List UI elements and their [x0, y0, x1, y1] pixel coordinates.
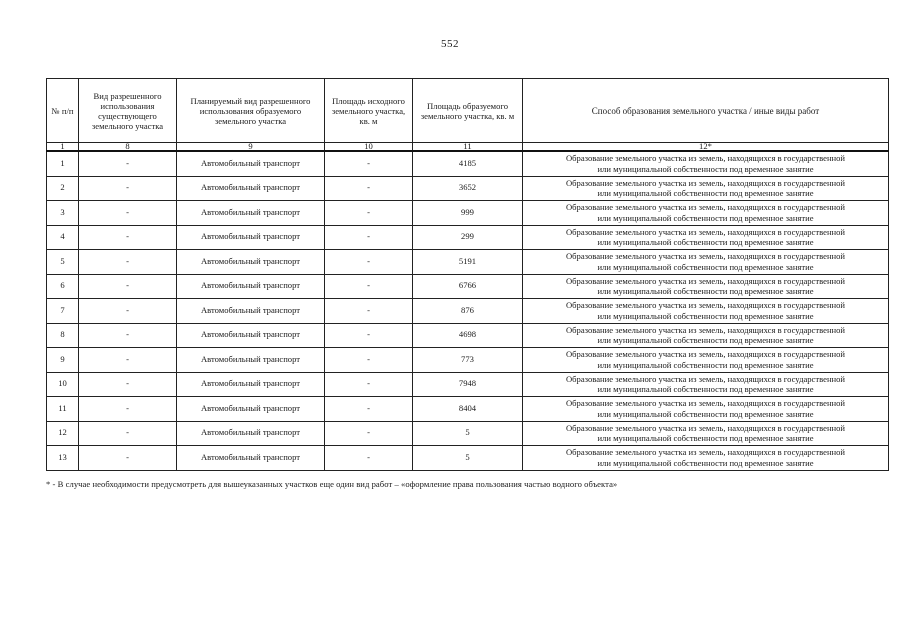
method-text-line: или муниципальной собственности под временное занятие	[597, 310, 814, 321]
column-number: 1	[47, 143, 79, 152]
method-text-line: Образование земельного участка из земель, находящихся в государственной	[565, 275, 846, 286]
method-text-line: Образование земельного участка из земель, находящихся в государственной	[565, 251, 846, 262]
method-cell	[523, 421, 889, 446]
row-number: 6	[47, 274, 79, 299]
method-cell	[523, 151, 889, 176]
planned-use-cell: Автомобильный транспорт	[177, 372, 325, 397]
row-number: 13	[47, 446, 79, 471]
column-number: 10	[325, 143, 413, 152]
formed-area-cell: 3652	[413, 176, 523, 201]
method-text-line: Образование земельного участка из земель, находящихся в государственной	[565, 324, 846, 335]
header-method: Способ образования земельного участка / иные виды работ	[523, 79, 889, 143]
existing-use-cell: -	[79, 250, 177, 275]
planned-use-cell: Автомобильный транспорт	[177, 250, 325, 275]
source-area-cell: -	[325, 348, 413, 373]
table-row	[47, 348, 889, 373]
planned-use-cell: Автомобильный транспорт	[177, 348, 325, 373]
table-row	[47, 274, 889, 299]
existing-use-cell: -	[79, 421, 177, 446]
table-row	[47, 299, 889, 324]
header-formed-area: Площадь образуемого земельного участка, кв. м	[413, 79, 523, 143]
row-number: 2	[47, 176, 79, 201]
row-number: 10	[47, 372, 79, 397]
column-number: 11	[413, 143, 523, 152]
row-number: 9	[47, 348, 79, 373]
method-text-line: или муниципальной собственности под временное занятие	[597, 335, 814, 346]
formed-area-cell: 4698	[413, 323, 523, 348]
source-area-cell: -	[325, 274, 413, 299]
method-text-line: или муниципальной собственности под временное занятие	[597, 237, 814, 248]
source-area-cell: -	[325, 250, 413, 275]
column-number: 8	[79, 143, 177, 152]
method-text-line: Образование земельного участка из земель, находящихся в государственной	[565, 447, 846, 458]
row-number: 11	[47, 397, 79, 422]
source-area-cell: -	[325, 397, 413, 422]
method-text-line: Образование земельного участка из земель, находящихся в государственной	[565, 373, 846, 384]
method-cell	[523, 250, 889, 275]
method-cell	[523, 348, 889, 373]
method-text-line: Образование земельного участка из земель, находящихся в государственной	[565, 177, 846, 188]
footnote: * - В случае необходимости предусмотреть для вышеуказанных участков еще один вид работ – «оформление права пользования частью водного объекта»	[46, 479, 618, 489]
existing-use-cell: -	[79, 348, 177, 373]
planned-use-cell: Автомобильный транспорт	[177, 274, 325, 299]
method-text-line: или муниципальной собственности под временное занятие	[597, 261, 814, 272]
planned-use-cell: Автомобильный транспорт	[177, 176, 325, 201]
table-row	[47, 372, 889, 397]
formed-area-cell: 5191	[413, 250, 523, 275]
formed-area-cell: 5	[413, 421, 523, 446]
planned-use-cell: Автомобильный транспорт	[177, 421, 325, 446]
row-number: 5	[47, 250, 79, 275]
existing-use-cell: -	[79, 323, 177, 348]
page-number: 552	[441, 38, 459, 50]
planned-use-cell: Автомобильный транспорт	[177, 201, 325, 226]
method-text-line: Образование земельного участка из земель, находящихся в государственной	[565, 349, 846, 360]
table-body	[47, 151, 889, 470]
existing-use-cell: -	[79, 446, 177, 471]
formed-area-cell: 876	[413, 299, 523, 324]
method-text-line: или муниципальной собственности под временное занятие	[597, 163, 814, 174]
planned-use-cell: Автомобильный транспорт	[177, 225, 325, 250]
table-row	[47, 397, 889, 422]
method-text-line: или муниципальной собственности под временное занятие	[597, 408, 814, 419]
table-row	[47, 323, 889, 348]
formed-area-cell: 5	[413, 446, 523, 471]
source-area-cell: -	[325, 151, 413, 176]
row-number: 8	[47, 323, 79, 348]
land-plot-table	[46, 78, 889, 471]
formed-area-cell: 999	[413, 201, 523, 226]
existing-use-cell: -	[79, 274, 177, 299]
method-cell	[523, 201, 889, 226]
method-text-line: или муниципальной собственности под временное занятие	[597, 384, 814, 395]
method-cell	[523, 274, 889, 299]
formed-area-cell: 6766	[413, 274, 523, 299]
method-cell	[523, 323, 889, 348]
planned-use-cell: Автомобильный транспорт	[177, 151, 325, 176]
existing-use-cell: -	[79, 299, 177, 324]
source-area-cell: -	[325, 225, 413, 250]
method-text-line: Образование земельного участка из земель, находящихся в государственной	[565, 300, 846, 311]
method-text-line: Образование земельного участка из земель, находящихся в государственной	[565, 153, 846, 164]
table-row	[47, 225, 889, 250]
formed-area-cell: 7948	[413, 372, 523, 397]
header-planned-use: Планируемый вид разрешенного использования образуемого земельного участка	[177, 79, 325, 143]
table-row	[47, 151, 889, 176]
method-text-line: или муниципальной собственности под временное занятие	[597, 188, 814, 199]
source-area-cell: -	[325, 299, 413, 324]
existing-use-cell: -	[79, 397, 177, 422]
header-existing-use: Вид разрешенного использования существующего земельного участка	[79, 79, 177, 143]
header-row	[47, 79, 889, 143]
method-cell	[523, 397, 889, 422]
row-number: 12	[47, 421, 79, 446]
row-number: 1	[47, 151, 79, 176]
header-num: № п/п	[47, 79, 79, 143]
column-number: 9	[177, 143, 325, 152]
source-area-cell: -	[325, 323, 413, 348]
formed-area-cell: 299	[413, 225, 523, 250]
table-row	[47, 446, 889, 471]
existing-use-cell: -	[79, 372, 177, 397]
method-text-line: или муниципальной собственности под временное занятие	[597, 212, 814, 223]
source-area-cell: -	[325, 421, 413, 446]
table-row	[47, 176, 889, 201]
source-area-cell: -	[325, 176, 413, 201]
existing-use-cell: -	[79, 176, 177, 201]
existing-use-cell: -	[79, 225, 177, 250]
formed-area-cell: 4185	[413, 151, 523, 176]
table-row	[47, 421, 889, 446]
method-cell	[523, 299, 889, 324]
formed-area-cell: 8404	[413, 397, 523, 422]
method-text-line: Образование земельного участка из земель, находящихся в государственной	[565, 398, 846, 409]
existing-use-cell: -	[79, 151, 177, 176]
existing-use-cell: -	[79, 201, 177, 226]
method-text-line: Образование земельного участка из земель, находящихся в государственной	[565, 202, 846, 213]
method-text-line: Образование земельного участка из земель, находящихся в государственной	[565, 422, 846, 433]
method-text-line: Образование земельного участка из земель, находящихся в государственной	[565, 226, 846, 237]
table-row	[47, 250, 889, 275]
planned-use-cell: Автомобильный транспорт	[177, 446, 325, 471]
method-cell	[523, 372, 889, 397]
method-cell	[523, 225, 889, 250]
source-area-cell: -	[325, 372, 413, 397]
method-text-line: или муниципальной собственности под временное занятие	[597, 457, 814, 468]
table-row	[47, 201, 889, 226]
method-cell	[523, 176, 889, 201]
column-number-row	[47, 143, 889, 152]
method-text-line: или муниципальной собственности под временное занятие	[597, 286, 814, 297]
source-area-cell: -	[325, 446, 413, 471]
formed-area-cell: 773	[413, 348, 523, 373]
planned-use-cell: Автомобильный транспорт	[177, 299, 325, 324]
row-number: 3	[47, 201, 79, 226]
source-area-cell: -	[325, 201, 413, 226]
planned-use-cell: Автомобильный транспорт	[177, 397, 325, 422]
row-number: 4	[47, 225, 79, 250]
column-number: 12*	[523, 143, 889, 152]
method-text-line: или муниципальной собственности под временное занятие	[597, 359, 814, 370]
planned-use-cell: Автомобильный транспорт	[177, 323, 325, 348]
header-source-area: Площадь исходного земельного участка, кв. м	[325, 79, 413, 143]
method-cell	[523, 446, 889, 471]
method-text-line: или муниципальной собственности под временное занятие	[597, 433, 814, 444]
row-number: 7	[47, 299, 79, 324]
